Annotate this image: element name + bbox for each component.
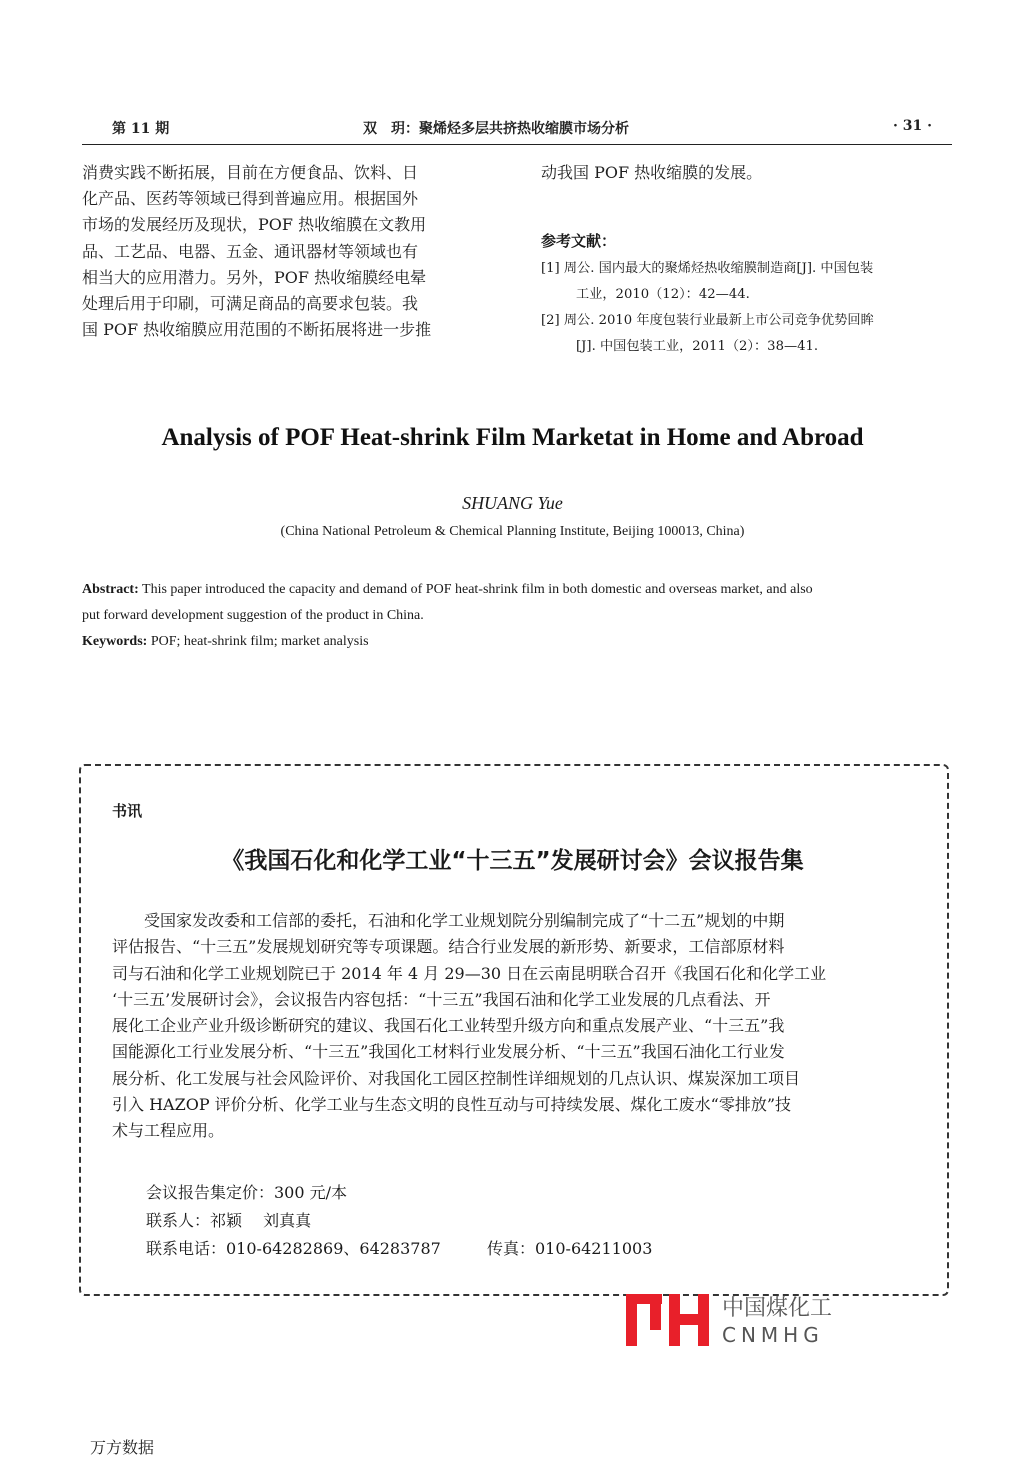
notice-price: 会议报告集定价：300 元/本 <box>146 1183 348 1202</box>
reference-item: [2] 周公. 2010 年度包装行业最新上市公司竞争优势回眸 <box>541 313 874 328</box>
notice-line: 受国家发改委和工信部的委托，石油和化学工业规划院分别编制完成了“十二五”规划的中期 <box>112 911 785 930</box>
header-rule <box>82 144 952 145</box>
english-affiliation: (China National Petroleum & Chemical Planning Institute, Beijing 100013, China) <box>280 524 745 539</box>
reference-item: [1] 周公. 国内最大的聚烯烃热收缩膜制造商[J]. 中国包装 <box>541 261 874 276</box>
notice-body <box>112 908 922 1145</box>
abstract-text-2: put forward development suggestion of the product in China. <box>82 608 424 623</box>
notice-line: 展分析、化工发展与社会风险评价、对我国化工园区控制性详细规划的几点认识、煤炭深加工项目 <box>112 1068 801 1088</box>
keywords-label: Keywords: <box>82 634 148 649</box>
notice-line: 国能源化工行业发展分析、“十三五”我国化工材料行业发展分析、“十三五”我国石油化工行业发 <box>112 1042 785 1062</box>
right-continuation: 动我国 POF 热收缩膜的发展。 <box>541 163 763 182</box>
left-line: 消费实践不断拓展，目前在方便食品、饮料、日 <box>82 163 419 182</box>
left-line: 相当大的应用潜力。另外，POF 热收缩膜经电晕 <box>82 267 427 287</box>
english-author: SHUANG Yue <box>462 493 563 513</box>
page-number: · 31 · <box>893 118 932 134</box>
reference-list <box>541 256 874 360</box>
keywords-text: POF; heat-shrink film; market analysis <box>150 634 369 649</box>
left-line: 国 POF 热收缩膜应用范围的不断拓展将进一步推 <box>82 320 432 340</box>
left-line: 品、工艺品、电器、五金、通讯器材等领域也有 <box>82 241 419 261</box>
notice-line: 引入 HAZOP 评价分析、化学工业与生态文明的良性互动与可持续发展、煤化工废水“零排放”技 <box>112 1095 792 1115</box>
left-line: 市场的发展经历及现状，POF 热收缩膜在文教用 <box>82 215 427 235</box>
notice-line: ‘十三五’发展研讨会》，会议报告内容包括：“十三五”我国石油和化学工业发展的几点看法、开 <box>112 989 771 1009</box>
notice-line: 司与石油和化学工业规划院已于 2014 年 4 月 29—30 日在云南昆明联合召开《我国石化和化学工业 <box>112 963 827 983</box>
notice-phone: 联系电话：010-64282869、64283787 <box>146 1239 441 1258</box>
footer-source: 万方数据 <box>90 1438 155 1457</box>
running-title: 双 玥：聚烯烃多层共挤热收缩膜市场分析 <box>363 121 629 137</box>
logo-text-en: CNMHG <box>722 1323 824 1347</box>
references-title: 参考文献： <box>541 232 617 250</box>
abstract-label: Abstract: <box>82 582 139 597</box>
notice-contacts: 联系人：祁颖 刘真真 <box>146 1211 312 1230</box>
reference-item-cont: [J]. 中国包装工业，2011（2）：38—41. <box>576 339 819 354</box>
left-line: 处理后用于印刷，可满足商品的高要求包装。我 <box>82 294 419 314</box>
logo-text-cn: 中国煤化工 <box>722 1296 833 1321</box>
issue-number: 第 11 期 <box>112 121 170 137</box>
notice-line: 术与工程应用。 <box>112 1121 225 1141</box>
notice-title: 《我国石化和化学工业“十三五”发展研讨会》会议报告集 <box>221 848 804 874</box>
reference-item-cont: 工业，2010（12）：42—44. <box>576 287 750 302</box>
notice-line: 展化工企业产业升级诊断研究的建议、我国石化工业转型升级方向和重点发展产业、“十三五”我 <box>112 1016 785 1036</box>
english-title: Analysis of POF Heat-shrink Film Marketat in Home and Abroad <box>161 424 864 451</box>
abstract-text-1: This paper introduced the capacity and demand of POF heat-shrink film in both domestic and overseas market, and also <box>142 582 813 597</box>
left-line: 化产品、医药等领域已得到普遍应用。根据国外 <box>82 189 419 209</box>
abstract-block <box>82 577 952 655</box>
notice-tag: 书讯 <box>112 802 143 820</box>
left-column <box>82 160 502 343</box>
notice-line: 评估报告、“十三五”发展规划研究等专项课题。结合行业发展的新形势、新要求，工信部原材料 <box>112 937 785 957</box>
notice-fax: 传真：010-64211003 <box>487 1239 653 1258</box>
